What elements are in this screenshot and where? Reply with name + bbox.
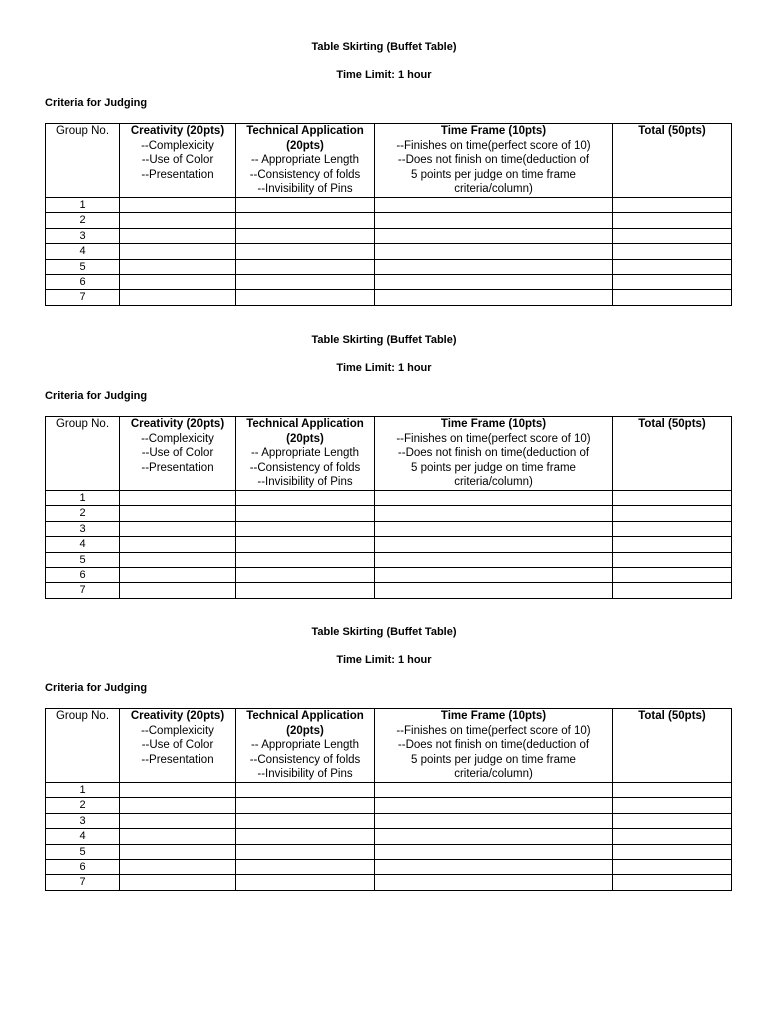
group-number-cell: 2 — [46, 798, 120, 813]
creativity-score-cell[interactable] — [120, 259, 236, 274]
creativity-score-cell[interactable] — [120, 275, 236, 290]
creativity-score-cell[interactable] — [120, 875, 236, 890]
technical-score-cell[interactable] — [236, 813, 375, 828]
time-frame-score-cell[interactable] — [375, 552, 613, 567]
technical-score-cell[interactable] — [236, 875, 375, 890]
creativity-score-cell[interactable] — [120, 491, 236, 506]
group-number-cell: 6 — [46, 860, 120, 875]
technical-score-cell[interactable] — [236, 228, 375, 243]
technical-header: Technical Application (20pts) -- Appropriate Length --Consistency of folds --Invisibility of Pins — [236, 417, 375, 491]
creativity-score-cell[interactable] — [120, 552, 236, 567]
scoring-table — [45, 123, 732, 306]
scoring-table — [45, 416, 732, 599]
table-row — [46, 860, 732, 875]
creativity-score-cell[interactable] — [120, 506, 236, 521]
criteria-heading: Criteria for Judging — [45, 390, 148, 402]
group-number-cell: 5 — [46, 552, 120, 567]
total-score-cell[interactable] — [613, 506, 732, 521]
table-row — [46, 829, 732, 844]
total-score-cell[interactable] — [613, 860, 732, 875]
table-row — [46, 244, 732, 259]
group-number-cell: 6 — [46, 568, 120, 583]
total-score-cell[interactable] — [613, 491, 732, 506]
time-frame-score-cell[interactable] — [375, 568, 613, 583]
group-number-cell: 1 — [46, 783, 120, 798]
table-row — [46, 290, 732, 305]
header-row — [46, 709, 732, 783]
time-frame-score-cell[interactable] — [375, 844, 613, 859]
technical-score-cell[interactable] — [236, 290, 375, 305]
table-row — [46, 506, 732, 521]
group-number-cell: 2 — [46, 213, 120, 228]
total-score-cell[interactable] — [613, 290, 732, 305]
time-frame-score-cell[interactable] — [375, 290, 613, 305]
group-number-cell: 5 — [46, 844, 120, 859]
total-score-cell[interactable] — [613, 198, 732, 213]
total-header: Total (50pts) — [613, 417, 732, 491]
technical-score-cell[interactable] — [236, 213, 375, 228]
technical-score-cell[interactable] — [236, 244, 375, 259]
group-number-cell: 3 — [46, 521, 120, 536]
technical-score-cell[interactable] — [236, 537, 375, 552]
creativity-score-cell[interactable] — [120, 568, 236, 583]
group-number-cell: 6 — [46, 275, 120, 290]
table-row — [46, 798, 732, 813]
total-score-cell[interactable] — [613, 783, 732, 798]
technical-score-cell[interactable] — [236, 198, 375, 213]
creativity-score-cell[interactable] — [120, 244, 236, 259]
creativity-score-cell[interactable] — [120, 798, 236, 813]
total-score-cell[interactable] — [613, 228, 732, 243]
table-row — [46, 875, 732, 890]
table-row — [46, 568, 732, 583]
time-frame-score-cell[interactable] — [375, 875, 613, 890]
total-score-cell[interactable] — [613, 213, 732, 228]
creativity-score-cell[interactable] — [120, 521, 236, 536]
technical-score-cell[interactable] — [236, 568, 375, 583]
table-row — [46, 537, 732, 552]
header-row — [46, 124, 732, 198]
creativity-score-cell[interactable] — [120, 198, 236, 213]
time-frame-score-cell[interactable] — [375, 537, 613, 552]
total-score-cell[interactable] — [613, 552, 732, 567]
table-row — [46, 521, 732, 536]
group-number-cell: 4 — [46, 829, 120, 844]
group-number-cell: 7 — [46, 583, 120, 598]
technical-score-cell[interactable] — [236, 798, 375, 813]
group-number-cell: 4 — [46, 537, 120, 552]
technical-score-cell[interactable] — [236, 552, 375, 567]
technical-header: Technical Application (20pts) -- Appropriate Length --Consistency of folds --Invisibility of Pins — [236, 709, 375, 783]
table-row — [46, 198, 732, 213]
total-score-cell[interactable] — [613, 813, 732, 828]
table-row — [46, 491, 732, 506]
group-number-cell: 7 — [46, 875, 120, 890]
table-row — [46, 259, 732, 274]
creativity-score-cell[interactable] — [120, 213, 236, 228]
scoring-table — [45, 708, 732, 891]
technical-points: (20pts) — [286, 432, 324, 445]
total-score-cell[interactable] — [613, 844, 732, 859]
technical-score-cell[interactable] — [236, 275, 375, 290]
technical-score-cell[interactable] — [236, 829, 375, 844]
creativity-header: Creativity (20pts) --Complexicity --Use of Color --Presentation — [120, 124, 236, 198]
group-number-cell: 3 — [46, 813, 120, 828]
technical-score-cell[interactable] — [236, 259, 375, 274]
time-limit: Time Limit: 1 hour — [336, 69, 432, 81]
header-row — [46, 417, 732, 491]
section-title: Table Skirting (Buffet Table) — [311, 626, 457, 638]
creativity-score-cell[interactable] — [120, 228, 236, 243]
time-frame-score-cell[interactable] — [375, 244, 613, 259]
total-score-cell[interactable] — [613, 275, 732, 290]
group-no-header: Group No. — [46, 417, 120, 491]
table-row — [46, 583, 732, 598]
time-frame-score-cell[interactable] — [375, 521, 613, 536]
total-score-cell[interactable] — [613, 568, 732, 583]
group-no-header: Group No. — [46, 124, 120, 198]
table-row — [46, 213, 732, 228]
creativity-header: Creativity (20pts) --Complexicity --Use of Color --Presentation — [120, 417, 236, 491]
time-frame-header: Time Frame (10pts) --Finishes on time(perfect score of 10) --Does not finish on time(deduction of 5 points per judge on time frame criteria/column) — [375, 124, 613, 198]
technical-score-cell[interactable] — [236, 583, 375, 598]
total-header: Total (50pts) — [613, 124, 732, 198]
creativity-score-cell[interactable] — [120, 290, 236, 305]
creativity-score-cell[interactable] — [120, 813, 236, 828]
creativity-header: Creativity (20pts) --Complexicity --Use of Color --Presentation — [120, 709, 236, 783]
creativity-score-cell[interactable] — [120, 783, 236, 798]
creativity-score-cell[interactable] — [120, 537, 236, 552]
group-number-cell: 7 — [46, 290, 120, 305]
creativity-score-cell[interactable] — [120, 583, 236, 598]
time-limit: Time Limit: 1 hour — [336, 654, 432, 666]
table-row — [46, 552, 732, 567]
group-number-cell: 1 — [46, 491, 120, 506]
time-frame-score-cell[interactable] — [375, 860, 613, 875]
technical-score-cell[interactable] — [236, 860, 375, 875]
table-row — [46, 813, 732, 828]
time-frame-header: Time Frame (10pts) --Finishes on time(perfect score of 10) --Does not finish on time(deduction of 5 points per judge on time frame criteria/column) — [375, 417, 613, 491]
technical-points: (20pts) — [286, 724, 324, 737]
group-number-cell: 5 — [46, 259, 120, 274]
total-score-cell[interactable] — [613, 875, 732, 890]
total-score-cell[interactable] — [613, 244, 732, 259]
time-frame-score-cell[interactable] — [375, 198, 613, 213]
time-frame-header: Time Frame (10pts) --Finishes on time(perfect score of 10) --Does not finish on time(deduction of 5 points per judge on time frame criteria/column) — [375, 709, 613, 783]
total-score-cell[interactable] — [613, 521, 732, 536]
time-frame-score-cell[interactable] — [375, 275, 613, 290]
total-score-cell[interactable] — [613, 829, 732, 844]
criteria-heading: Criteria for Judging — [45, 682, 148, 694]
table-row — [46, 783, 732, 798]
time-frame-score-cell[interactable] — [375, 506, 613, 521]
group-number-cell: 2 — [46, 506, 120, 521]
time-frame-score-cell[interactable] — [375, 813, 613, 828]
time-limit: Time Limit: 1 hour — [336, 362, 432, 374]
creativity-score-cell[interactable] — [120, 844, 236, 859]
total-score-cell[interactable] — [613, 583, 732, 598]
total-score-cell[interactable] — [613, 537, 732, 552]
section-title: Table Skirting (Buffet Table) — [311, 334, 457, 346]
time-frame-score-cell[interactable] — [375, 259, 613, 274]
time-frame-score-cell[interactable] — [375, 783, 613, 798]
time-frame-score-cell[interactable] — [375, 491, 613, 506]
section-title: Table Skirting (Buffet Table) — [311, 41, 457, 53]
table-row — [46, 844, 732, 859]
group-number-cell: 4 — [46, 244, 120, 259]
total-header: Total (50pts) — [613, 709, 732, 783]
group-number-cell: 3 — [46, 228, 120, 243]
table-row — [46, 275, 732, 290]
total-score-cell[interactable] — [613, 259, 732, 274]
creativity-score-cell[interactable] — [120, 860, 236, 875]
technical-header: Technical Application (20pts) -- Appropriate Length --Consistency of folds --Invisibility of Pins — [236, 124, 375, 198]
technical-score-cell[interactable] — [236, 521, 375, 536]
technical-score-cell[interactable] — [236, 491, 375, 506]
time-frame-score-cell[interactable] — [375, 583, 613, 598]
technical-score-cell[interactable] — [236, 844, 375, 859]
time-frame-score-cell[interactable] — [375, 213, 613, 228]
total-score-cell[interactable] — [613, 798, 732, 813]
time-frame-score-cell[interactable] — [375, 798, 613, 813]
time-frame-score-cell[interactable] — [375, 228, 613, 243]
criteria-heading: Criteria for Judging — [45, 97, 148, 109]
time-frame-score-cell[interactable] — [375, 829, 613, 844]
group-no-header: Group No. — [46, 709, 120, 783]
technical-score-cell[interactable] — [236, 506, 375, 521]
creativity-score-cell[interactable] — [120, 829, 236, 844]
table-row — [46, 228, 732, 243]
group-number-cell: 1 — [46, 198, 120, 213]
technical-score-cell[interactable] — [236, 783, 375, 798]
